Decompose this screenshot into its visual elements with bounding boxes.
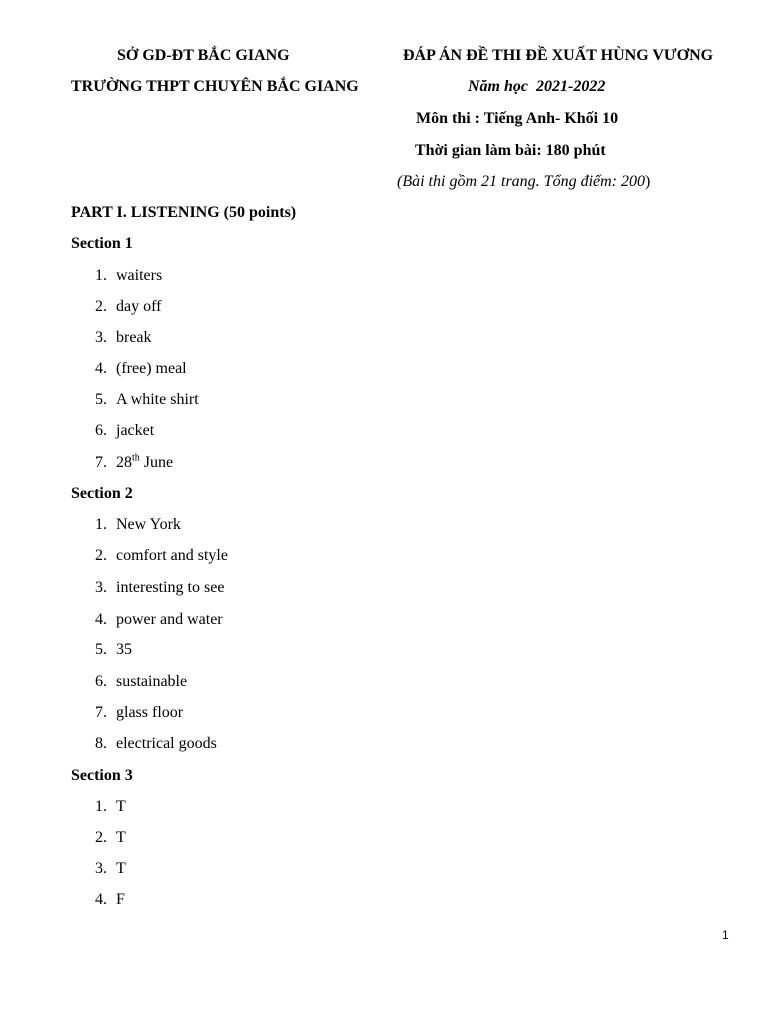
item-answer: electrical goods xyxy=(116,735,217,752)
item-number: 3. xyxy=(95,329,107,346)
item-answer: New York xyxy=(116,516,181,533)
item-number: 7. xyxy=(95,454,107,471)
exam-note-text: (Bài thi gồm 21 trang. Tổng điểm: 200 xyxy=(397,173,645,190)
item-answer: A white shirt xyxy=(116,391,199,408)
item-number: 6. xyxy=(95,673,107,690)
item-number: 8. xyxy=(95,735,107,752)
item-answer: (free) meal xyxy=(116,360,187,377)
exam-duration: Thời gian làm bài: 180 phút xyxy=(415,142,606,159)
item-number: 4. xyxy=(95,360,107,377)
part-title: PART I. LISTENING (50 points) xyxy=(71,204,297,221)
item-number: 1. xyxy=(95,267,107,284)
section-title: Section 3 xyxy=(71,767,133,784)
item-answer: waiters xyxy=(116,267,163,284)
item-number: 2. xyxy=(95,547,107,564)
item-number: 4. xyxy=(95,611,107,628)
item-answer: T xyxy=(116,829,126,846)
item-number: 1. xyxy=(95,516,107,533)
item-number: 4. xyxy=(95,891,107,908)
item-answer: day off xyxy=(116,298,162,315)
school-name: TRƯỜNG THPT CHUYÊN BẮC GIANG xyxy=(71,78,359,95)
month-name: June xyxy=(139,454,174,471)
item-answer: T xyxy=(116,798,126,815)
item-answer: interesting to see xyxy=(116,579,225,596)
item-number: 5. xyxy=(95,391,107,408)
exam-answer-title: ĐÁP ÁN ĐỀ THI ĐỀ XUẤT HÙNG VƯƠNG xyxy=(403,47,714,64)
item-answer: jacket xyxy=(116,422,155,439)
item-number: 2. xyxy=(95,829,107,846)
ordinal-suffix: th xyxy=(132,452,140,464)
school-year: Năm học 2021-2022 xyxy=(468,78,606,95)
exam-note xyxy=(397,172,650,192)
item-answer: break xyxy=(116,329,152,346)
item-number: 1. xyxy=(95,798,107,815)
day-number: 28 xyxy=(116,454,132,471)
item-answer xyxy=(116,453,173,473)
section-title: Section 1 xyxy=(71,235,133,252)
item-answer: comfort and style xyxy=(116,547,228,564)
item-number: 5. xyxy=(95,641,107,658)
item-number: 2. xyxy=(95,298,107,315)
exam-subject: Môn thi : Tiếng Anh- Khối 10 xyxy=(416,110,619,127)
item-answer: sustainable xyxy=(116,673,188,690)
item-number: 3. xyxy=(95,860,107,877)
item-answer: power and water xyxy=(116,611,223,628)
exam-note-paren: ) xyxy=(645,173,651,190)
item-answer: T xyxy=(116,860,126,877)
item-number: 6. xyxy=(95,422,107,439)
item-number: 3. xyxy=(95,579,107,596)
department-name: SỞ GD-ĐT BẮC GIANG xyxy=(117,47,290,64)
item-number: 7. xyxy=(95,704,107,721)
item-answer: glass floor xyxy=(116,704,184,721)
page-number: 1 xyxy=(722,928,729,942)
section-title: Section 2 xyxy=(71,485,133,502)
item-answer: F xyxy=(116,891,125,908)
item-answer: 35 xyxy=(116,641,132,658)
